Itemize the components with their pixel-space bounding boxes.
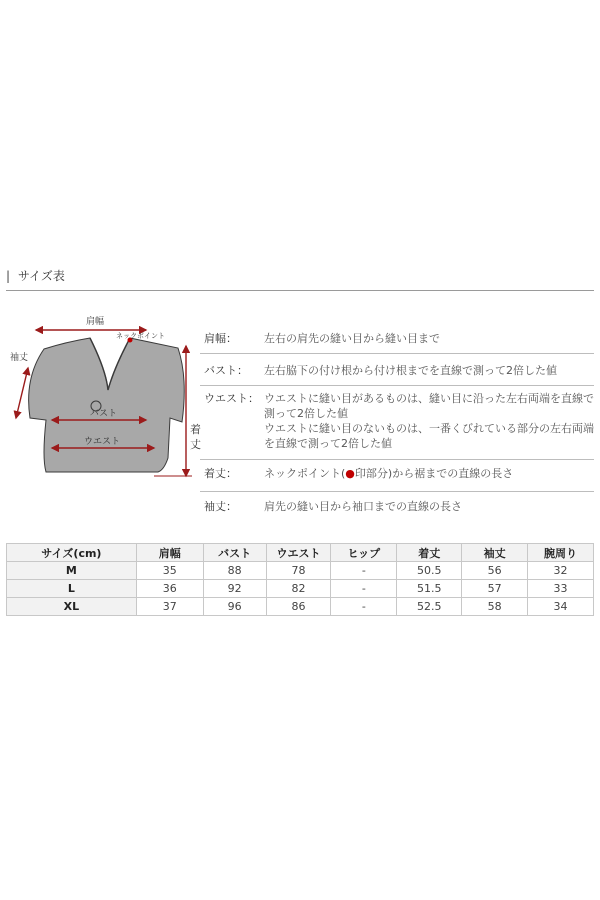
table-cell: 52.5 bbox=[397, 598, 462, 616]
definition-term: 着丈： bbox=[204, 467, 237, 480]
size-label: L bbox=[7, 580, 137, 598]
table-cell: 88 bbox=[203, 562, 266, 580]
table-cell: 56 bbox=[462, 562, 528, 580]
sleeve-arrow bbox=[16, 368, 28, 418]
desc-text: ネックポイント( bbox=[264, 467, 346, 480]
table-cell: 32 bbox=[528, 562, 594, 580]
table-cell: 57 bbox=[462, 580, 528, 598]
table-cell: 51.5 bbox=[397, 580, 462, 598]
table-cell: 50.5 bbox=[397, 562, 462, 580]
garment-diagram bbox=[6, 308, 202, 488]
bust-label: バスト bbox=[90, 409, 118, 419]
column-header: 肩幅 bbox=[136, 544, 203, 562]
table-header-row bbox=[7, 544, 594, 562]
section-header bbox=[6, 266, 594, 291]
definition-term: ウエスト： bbox=[204, 392, 259, 405]
size-table bbox=[6, 543, 594, 616]
shoulder-label: 肩幅 bbox=[86, 317, 105, 327]
desc-line: 測って2倍した値 bbox=[264, 407, 348, 420]
desc-text: 印部分)から裾までの直線の長さ bbox=[354, 467, 514, 480]
size-label: M bbox=[7, 562, 137, 580]
definition-row-shoulder bbox=[200, 322, 594, 354]
column-header: ヒップ bbox=[331, 544, 397, 562]
definition-row-waist bbox=[200, 386, 594, 460]
desc-line: ウエストに縫い目のないものは、一番くびれている部分の左右両端 bbox=[264, 422, 594, 435]
table-cell: 82 bbox=[266, 580, 331, 598]
desc-line: 肩先の縫い目から袖口までの直線の長さ bbox=[264, 500, 462, 513]
definition-term: 肩幅： bbox=[204, 332, 237, 345]
measurement-definitions bbox=[200, 322, 594, 523]
table-cell: - bbox=[331, 580, 397, 598]
table-cell: - bbox=[331, 562, 397, 580]
desc-line: を直線で測って2倍した値 bbox=[264, 437, 392, 450]
garment-shape bbox=[29, 338, 185, 472]
column-header: バスト bbox=[203, 544, 266, 562]
table-cell: 37 bbox=[136, 598, 203, 616]
header-bar: | bbox=[6, 269, 11, 283]
definition-row-length bbox=[200, 460, 594, 491]
column-header: 袖丈 bbox=[462, 544, 528, 562]
definition-desc bbox=[264, 322, 594, 346]
definition-row-bust bbox=[200, 354, 594, 386]
table-cell: 58 bbox=[462, 598, 528, 616]
column-header: サイズ(cm) bbox=[7, 544, 137, 562]
table-cell: 78 bbox=[266, 562, 331, 580]
definition-term: 袖丈： bbox=[204, 500, 237, 513]
table-row bbox=[7, 562, 594, 580]
table-cell: - bbox=[331, 598, 397, 616]
definition-desc bbox=[264, 460, 594, 481]
column-header: ウエスト bbox=[266, 544, 331, 562]
sleeve-label: 袖丈 bbox=[10, 353, 29, 363]
table-cell: 33 bbox=[528, 580, 594, 598]
length-label-2: 丈 bbox=[190, 438, 201, 451]
red-dot-icon: ● bbox=[345, 467, 355, 480]
definition-desc bbox=[264, 492, 594, 514]
column-header: 着丈 bbox=[397, 544, 462, 562]
neck-point-label: ネックポイント bbox=[116, 332, 165, 340]
table-cell: 34 bbox=[528, 598, 594, 616]
table-row bbox=[7, 580, 594, 598]
length-label-1: 着 bbox=[190, 423, 201, 436]
table-row bbox=[7, 598, 594, 616]
definition-term: バスト： bbox=[204, 364, 248, 377]
desc-line: ウエストに縫い目があるものは、縫い目に沿った左右両端を直線で bbox=[264, 392, 594, 405]
table-cell: 86 bbox=[266, 598, 331, 616]
waist-label: ウエスト bbox=[84, 437, 121, 447]
table-cell: 96 bbox=[203, 598, 266, 616]
definition-desc bbox=[264, 354, 594, 378]
column-header: 腕周り bbox=[528, 544, 594, 562]
size-label: XL bbox=[7, 598, 137, 616]
garment-svg bbox=[6, 308, 202, 488]
desc-line: 左右の肩先の縫い目から縫い目まで bbox=[264, 332, 440, 345]
section-title: サイズ表 bbox=[17, 269, 65, 283]
definition-row-sleeve bbox=[200, 491, 594, 523]
definition-desc bbox=[264, 386, 594, 451]
table-cell: 35 bbox=[136, 562, 203, 580]
table-cell: 36 bbox=[136, 580, 203, 598]
desc-line: 左右脇下の付け根から付け根までを直線で測って2倍した値 bbox=[264, 364, 557, 377]
table-cell: 92 bbox=[203, 580, 266, 598]
